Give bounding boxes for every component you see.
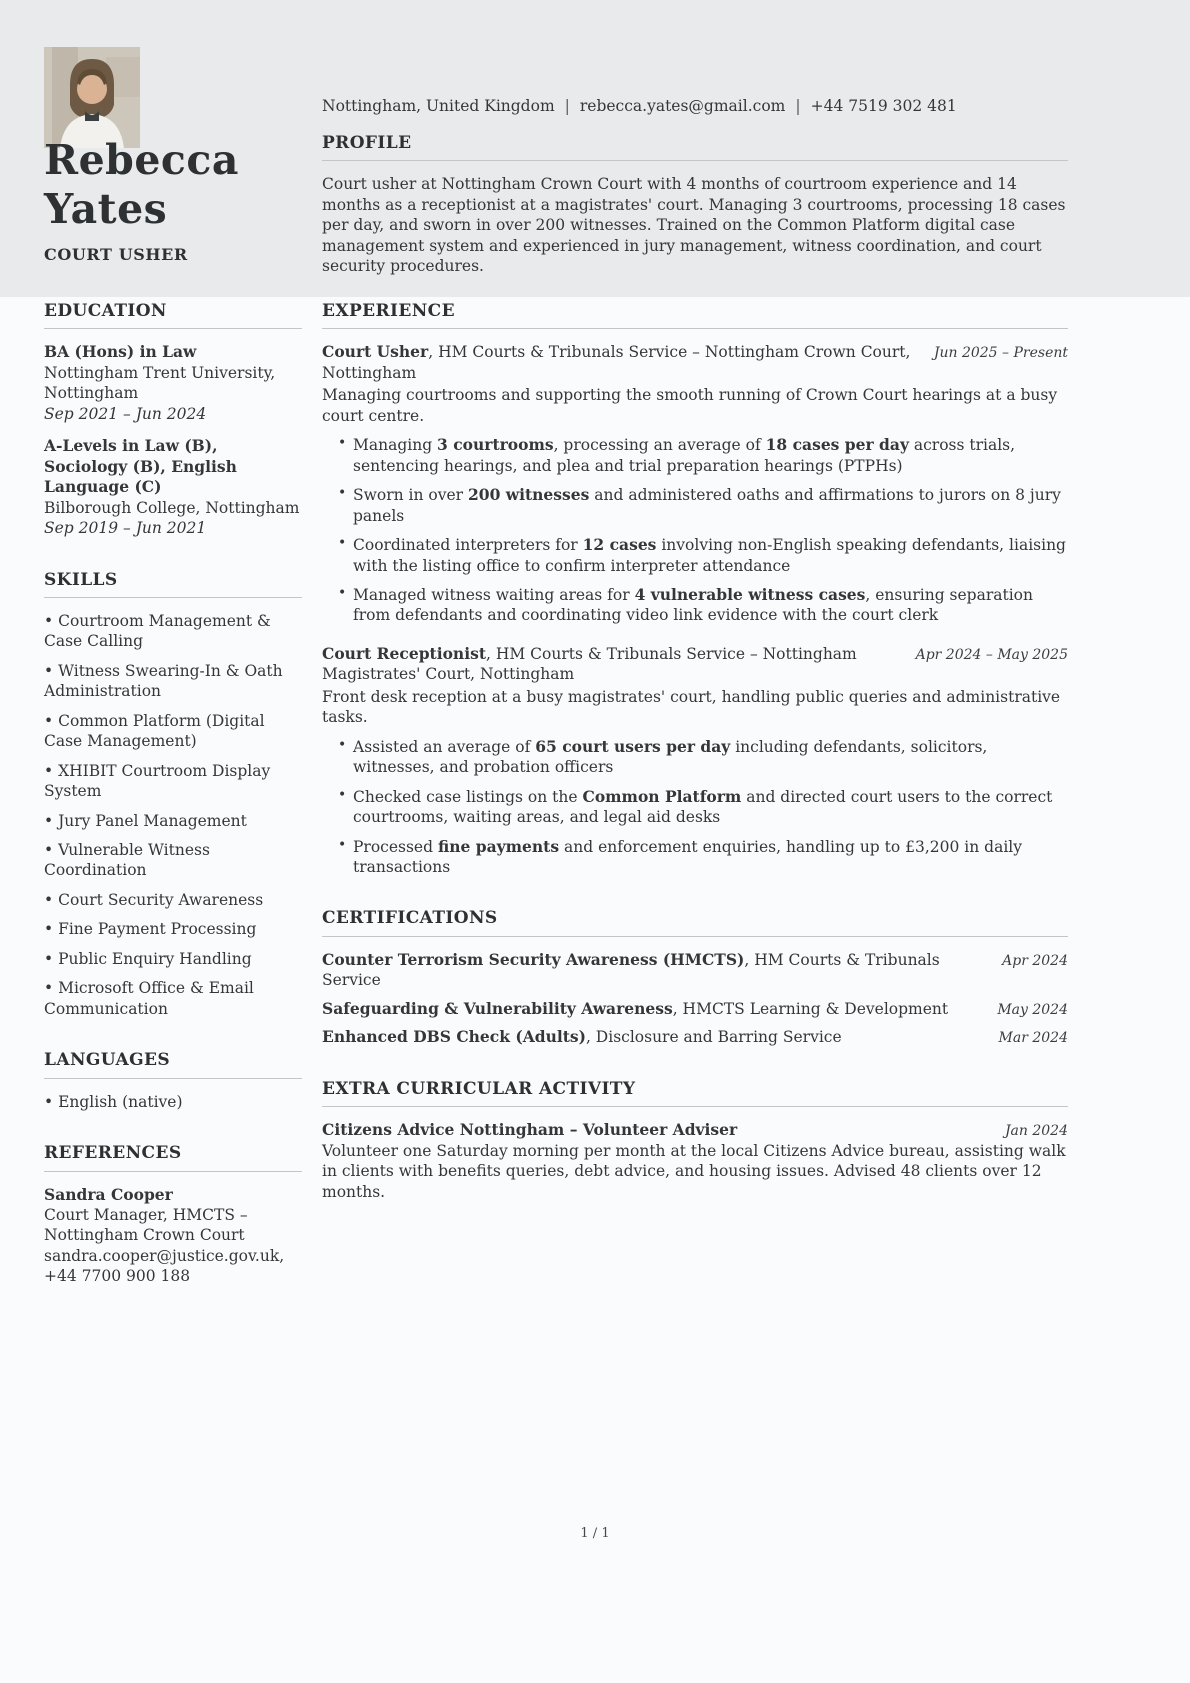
- experience-section: [322, 300, 1068, 877]
- experience-heading: EXPERIENCE: [322, 300, 1068, 329]
- skills-section: [44, 569, 302, 1020]
- job-bullet: • Coordinated interpreters for 12 cases involving non-English speaking defendants, liaising with the listing office to confirm interpreter attendance: [336, 535, 1068, 576]
- job-bullet: • Managed witness waiting areas for 4 vulnerable witness cases, ensuring separation from defendants and coordinating video link evidence with the court clerk: [336, 585, 1068, 626]
- job-bullet: • Sworn in over 200 witnesses and administered oaths and affirmations to jurors on 8 jury panels: [336, 485, 1068, 526]
- candidate-job-title: COURT USHER: [44, 245, 188, 265]
- education-dates: Sep 2021 – Jun 2024: [44, 404, 207, 423]
- contact-separator: |: [564, 97, 570, 115]
- education-item: [44, 436, 302, 538]
- contact-phone: +44 7519 302 481: [810, 97, 957, 115]
- certification-name: Counter Terrorism Security Awareness (HMCTS), HM Courts & Tribunals Service: [322, 949, 940, 990]
- skill-item: • Court Security Awareness: [44, 890, 302, 910]
- education-heading: EDUCATION: [44, 300, 302, 329]
- job-dates: Jun 2025 – Present: [933, 345, 1068, 362]
- references-section: [44, 1142, 302, 1287]
- certification-date: May 2024: [997, 1001, 1068, 1018]
- skill-item: • Microsoft Office & Email Communication: [44, 978, 302, 1019]
- skills-heading: SKILLS: [44, 569, 302, 598]
- skill-item: • Courtroom Management & Case Calling: [44, 611, 302, 652]
- certification-date: Apr 2024: [1002, 952, 1068, 969]
- portrait-illustration: [44, 47, 140, 148]
- certification-item: [322, 1027, 1068, 1047]
- job-header: [322, 342, 1068, 383]
- extra-curricular-text: Volunteer one Saturday morning per month at the local Citizens Advice bureau, assisting walk in clients with benefits queries, debt advice, and housing issues. Advised 48 clients over 12 months.: [322, 1141, 1066, 1201]
- skill-item: • Common Platform (Digital Case Management): [44, 711, 302, 752]
- certifications-heading: CERTIFICATIONS: [322, 907, 1068, 936]
- certification-name: Safeguarding & Vulnerability Awareness, HMCTS Learning & Development: [322, 998, 949, 1018]
- certification-name: Enhanced DBS Check (Adults), Disclosure and Barring Service: [322, 1027, 842, 1047]
- degree: A-Levels in Law (B), Sociology (B), English Language (C): [44, 436, 237, 497]
- contact-separator: |: [795, 97, 801, 115]
- school: Nottingham Trent University, Nottingham: [44, 363, 276, 403]
- skill-item: • XHIBIT Courtroom Display System: [44, 761, 302, 802]
- education-dates: Sep 2019 – Jun 2021: [44, 519, 207, 538]
- job-header: [322, 644, 1068, 685]
- languages-heading: LANGUAGES: [44, 1049, 302, 1078]
- job-bullet: • Processed fine payments and enforcement enquiries, handling up to £3,200 in daily transactions: [336, 837, 1068, 878]
- skill-item: • Jury Panel Management: [44, 811, 302, 831]
- extra-curricular-section: [322, 1078, 1068, 1202]
- education-section: [44, 300, 302, 539]
- school: Bilborough College, Nottingham: [44, 498, 300, 517]
- skill-item: • Public Enquiry Handling: [44, 949, 302, 969]
- job-bullet-list: [336, 737, 1068, 878]
- references-heading: REFERENCES: [44, 1142, 302, 1171]
- job-title: Court Receptionist, HM Courts & Tribunals Service – Nottingham Magistrates' Court, Nottingham: [322, 643, 857, 684]
- certification-item: [322, 999, 1068, 1019]
- job-summary: Managing courtrooms and supporting the smooth running of Crown Court hearings at a busy court centre.: [322, 386, 1058, 425]
- profile-heading: PROFILE: [322, 132, 1068, 161]
- profile-photo: [44, 47, 140, 148]
- job-dates: Apr 2024 – May 2025: [915, 646, 1068, 663]
- skill-item: • Vulnerable Witness Coordination: [44, 840, 302, 881]
- education-item: [44, 342, 302, 424]
- contact-email: rebecca.yates@gmail.com: [579, 97, 786, 115]
- job-summary: Front desk reception at a busy magistrates' court, handling public queries and administrative tasks.: [322, 687, 1061, 727]
- extra-curricular-heading: EXTRA CURRICULAR ACTIVITY: [322, 1078, 1068, 1107]
- job-entry: [322, 644, 1068, 878]
- job-bullet-list: [336, 435, 1068, 626]
- degree: BA (Hons) in Law: [44, 342, 197, 362]
- page-indicator: 1 / 1: [580, 1526, 610, 1541]
- candidate-name: Rebecca Yates: [44, 136, 239, 234]
- profile-section: [322, 132, 1068, 277]
- right-column: [322, 300, 1068, 1232]
- job-entry: [322, 342, 1068, 625]
- identity-block: [44, 136, 314, 265]
- contact-location: Nottingham, United Kingdom: [322, 97, 555, 115]
- job-bullet: • Managing 3 courtrooms, processing an average of 18 cases per day across trials, sentencing hearings, and plea and trial preparation hearings (PTPHs): [336, 435, 1068, 476]
- reference-role: Court Manager, HMCTS – Nottingham Crown Court: [44, 1205, 248, 1245]
- left-column: [44, 300, 302, 1317]
- profile-text: Court usher at Nottingham Crown Court with 4 months of courtroom experience and 14 months as a receptionist at a magistrates' court. Managing 3 courtrooms, processing 18 cases per day, and sworn in over 200 witnesses. Trained on the Common Platform digital case management system and experienced in jury management, witness coordination, and court security procedures.: [322, 175, 1066, 276]
- skill-item: • Fine Payment Processing: [44, 919, 302, 939]
- languages-section: [44, 1049, 302, 1112]
- reference-name: Sandra Cooper: [44, 1184, 173, 1204]
- extra-curricular-date: Jan 2024: [1004, 1123, 1068, 1140]
- certifications-section: [322, 907, 1068, 1047]
- job-bullet: • Checked case listings on the Common Platform and directed court users to the correct courtrooms, waiting areas, and legal aid desks: [336, 787, 1068, 828]
- job-title: Court Usher, HM Courts & Tribunals Service – Nottingham Crown Court, Nottingham: [322, 342, 911, 382]
- extra-curricular-header: [322, 1120, 1068, 1140]
- job-bullet: • Assisted an average of 65 court users per day including defendants, solicitors, witnesses, and probation officers: [336, 737, 1068, 778]
- certification-item: [322, 950, 1068, 991]
- contact-line: [322, 96, 957, 116]
- skill-item: • Witness Swearing-In & Oath Administration: [44, 661, 302, 702]
- language-item: • English (native): [44, 1092, 302, 1112]
- certification-date: Mar 2024: [998, 1030, 1068, 1047]
- reference-contact: sandra.cooper@justice.gov.uk, +44 7700 900 188: [44, 1246, 285, 1286]
- extra-curricular-title: Citizens Advice Nottingham – Volunteer Adviser: [322, 1120, 738, 1140]
